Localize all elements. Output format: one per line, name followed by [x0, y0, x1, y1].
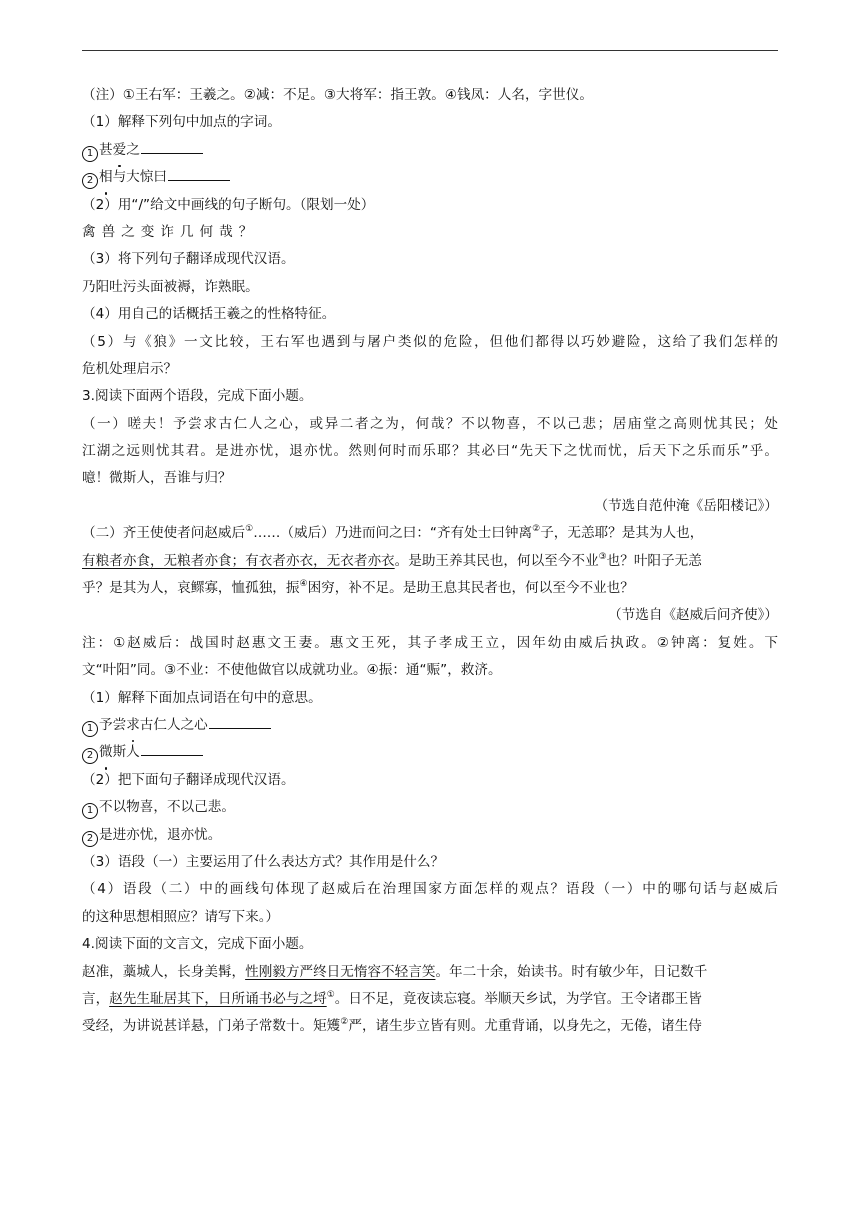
q4-passage-line-1: 赵准，藁城人，长身美髯，性刚毅方严终日无惰容不轻言笑。年二十余，始读书。时有敏少年，日记数千 [82, 963, 708, 980]
dotted-word: 微 [99, 739, 113, 766]
dotted-word: 爱 [113, 137, 127, 164]
q4-passage-line-2: 言，赵先生耻居其下，日所诵书必与之埒①。日不足，竟夜读忘寝。举顺天乡试，为学官。王令诸郡王皆 [82, 989, 702, 1007]
q3-subquestion-1: （1）解释下面加点词语在句中的意思。 [82, 689, 322, 706]
answer-blank[interactable] [168, 166, 230, 181]
footnote-marker: ④ [299, 579, 308, 590]
q3-notes-line-1: 注：①赵威后：战国时赵惠文王妻。惠文王死，其子孝成王立，因年幼由威后执政。②钟离：复姓。下 [82, 634, 778, 651]
circled-number: 1 [82, 721, 98, 737]
q2-subquestion-1: （1）解释下列句中加点的字词。 [82, 114, 281, 131]
q2-footnote: （注）①王右军：王羲之。②减：不足。③大将军：指王敦。④钱凤：人名，字世仪。 [82, 87, 593, 103]
q3-heading: 3.阅读下面两个语段，完成下面小题。 [82, 388, 313, 405]
q2-subquestion-5-line-2: 危机处理启示？ [82, 360, 178, 377]
q3-passage-2-line-2: 有粮者亦食，无粮者亦食；有衣者亦衣，无衣者亦衣。是助王养其民也，何以至今不业③也？叶阳子无恙 [82, 551, 702, 569]
circled-number: 2 [82, 831, 98, 847]
q2-subquestion-4: （4）用自己的话概括王羲之的性格特征。 [82, 306, 336, 323]
circled-number: 1 [82, 146, 98, 162]
q3-sub1-item-2: 2 微斯人 [82, 739, 778, 766]
footnote-marker: ② [532, 524, 541, 535]
circled-number: 2 [82, 173, 98, 189]
footnote-marker: ② [340, 1017, 349, 1028]
q2-sentence-to-translate: 乃阳吐污头面被褥，诈熟眠。 [82, 278, 259, 295]
q2-subquestion-2: （2）用“/”给文中画线的句子断句。（限划一处） [82, 196, 375, 213]
q2-subquestion-3: （3）将下列句子翻译成现代汉语。 [82, 251, 295, 268]
answer-blank[interactable] [209, 714, 271, 729]
circled-number: 2 [82, 748, 98, 764]
q2-sub1-item-1: 1 甚爱之 [82, 137, 778, 164]
q3-passage-1-line-2: 江湖之远则忧其君。是进亦忧，退亦忧。然则何时而乐耶？其必曰“先天下之忧而忧，后天下之乐而乐”乎。 [82, 443, 778, 460]
footnote-marker: ① [245, 524, 254, 535]
q3-subquestion-4-line-2: 的这种思想相照应？请写下来。） [82, 908, 280, 925]
answer-blank[interactable] [141, 741, 203, 756]
underlined-sentence: 赵先生耻居其下，日所诵书必与之埒 [109, 990, 327, 1007]
q3-passage-2-source: （节选自《赵威后问齐使》） [608, 607, 778, 624]
answer-blank[interactable] [141, 139, 203, 154]
header-rule [82, 50, 778, 51]
underlined-sentence: 性刚毅方严终日无惰容不轻言笑 [245, 963, 436, 980]
q3-notes-line-2: 文“叶阳”同。③不业：不使他做官以成就功业。④振：通“赈”，救济。 [82, 662, 502, 679]
q3-passage-1-source: （节选自范仲淹《岳阳楼记》） [594, 497, 778, 514]
q3-subquestion-2: （2）把下面句子翻译成现代汉语。 [82, 771, 295, 788]
q3-passage-1-line-1: （一）嗟夫！予尝求古仁人之心，或异二者之为，何哉？不以物喜，不以己悲；居庙堂之高则忧其民；处 [82, 415, 778, 432]
q3-passage-2-line-3: 乎？是其为人，哀鳏寡，恤孤独，振④困穷，补不足。是助王息其民者也，何以至今不业也？ [82, 579, 634, 597]
q3-sub2-item-2: 2 是进亦忧，退亦忧。 [82, 822, 778, 849]
q2-sentence-to-segment: 禽兽之变诈几何哉？ [82, 223, 259, 240]
dotted-word: 求 [126, 712, 140, 739]
circled-number: 1 [82, 803, 98, 819]
footnote-marker: ① [326, 989, 335, 1000]
q4-heading: 4.阅读下面的文言文，完成下面小题。 [82, 936, 313, 953]
q3-passage-1-line-3: 噫！微斯人，吾谁与归？ [82, 470, 232, 487]
q4-passage-line-3: 受经，为讲说甚详悬，门弟子常数十。矩矱②严，诸生步立皆有则。尤重背诵，以身先之，无倦，诸生侍 [82, 1017, 702, 1035]
dotted-word: 相 [99, 164, 113, 191]
q3-passage-2-line-1: （二）齐王使使者问赵威后①……（威后）乃进而问之曰：“齐有处士曰钟离②子，无恙耶？是其为人也， [82, 524, 704, 542]
footnote-marker: ③ [598, 551, 607, 562]
q3-subquestion-3: （3）语段（一）主要运用了什么表达方式？其作用是什么？ [82, 853, 445, 870]
q3-subquestion-4-line-1: （4）语段（二）中的画线句体现了赵威后在治理国家方面怎样的观点？语段（一）中的哪句话与赵威后 [82, 881, 778, 898]
q2-sub1-item-2: 2 相与大惊曰 [82, 164, 778, 191]
underlined-sentence: 有粮者亦食，无粮者亦食；有衣者亦衣，无衣者亦衣 [82, 552, 395, 569]
document-body [82, 82, 778, 1041]
q3-sub1-item-1: 1 予尝求古仁人之心 [82, 712, 778, 739]
q3-sub2-item-1: 1 不以物喜，不以己悲。 [82, 794, 778, 821]
q2-subquestion-5-line-1: （5）与《狼》一文比较，王右军也遇到与屠户类似的危险，但他们都得以巧妙避险，这给了我们怎样的 [82, 333, 778, 350]
